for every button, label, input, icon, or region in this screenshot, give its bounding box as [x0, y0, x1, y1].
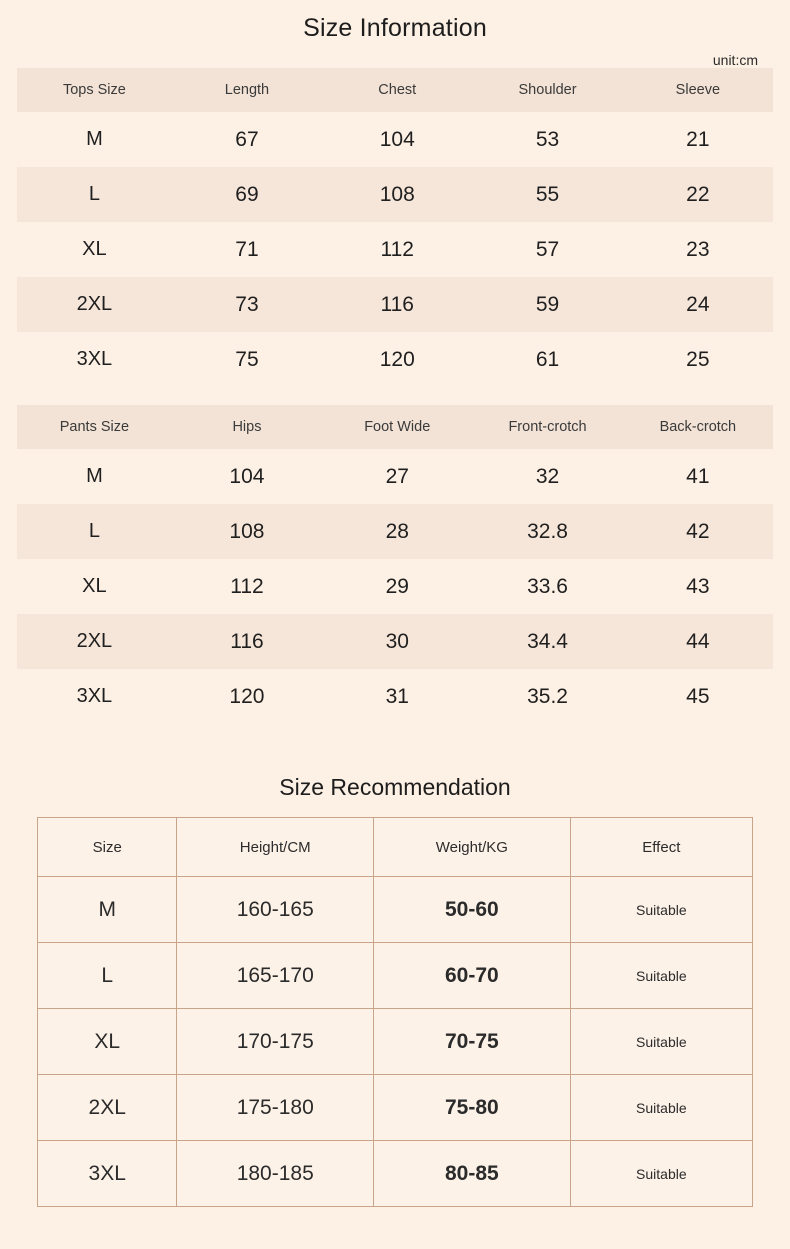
column-header: Height/CM	[177, 818, 374, 877]
cell: 116	[322, 277, 472, 332]
tops-size-table	[17, 68, 773, 387]
table-row	[17, 449, 773, 504]
cell: 2XL	[17, 614, 172, 669]
table-header-row	[38, 818, 753, 877]
column-header: Size	[38, 818, 177, 877]
cell: 165-170	[177, 943, 374, 1009]
cell: 104	[229, 464, 265, 488]
table-row	[17, 559, 773, 614]
cell: 41	[686, 464, 710, 488]
cell: XL	[82, 238, 107, 260]
cell: XL	[38, 1009, 177, 1075]
column-header: Tops Size	[17, 68, 172, 112]
cell: 21	[686, 127, 710, 151]
table-row	[38, 1075, 753, 1141]
cell: 112	[380, 237, 414, 261]
cell: M	[38, 877, 177, 943]
table-row	[17, 112, 773, 167]
cell: 28	[322, 504, 472, 559]
cell: 23	[686, 237, 710, 261]
cell: L	[38, 943, 177, 1009]
table-row	[17, 332, 773, 387]
cell: 108	[172, 504, 322, 559]
cell: 70-75	[374, 1009, 571, 1075]
cell: 112	[230, 574, 264, 598]
table-row	[17, 504, 773, 559]
column-header: Sleeve	[623, 68, 773, 112]
cell: 50-60	[374, 877, 571, 943]
cell: XL	[82, 575, 107, 597]
cell: Suitable	[570, 1141, 752, 1207]
cell: 22	[623, 167, 773, 222]
cell: 2XL	[38, 1075, 177, 1141]
table-row	[38, 943, 753, 1009]
cell: 45	[686, 684, 710, 708]
column-header: Foot Wide	[322, 405, 472, 449]
cell: 55	[472, 167, 622, 222]
column-header: Shoulder	[472, 68, 622, 112]
cell: 3XL	[38, 1141, 177, 1207]
cell: 120	[229, 684, 265, 708]
cell: 35.2	[527, 684, 568, 708]
cell: Suitable	[570, 1009, 752, 1075]
column-header: Back-crotch	[623, 405, 773, 449]
cell: 42	[623, 504, 773, 559]
cell: 31	[385, 684, 409, 708]
cell: 32.8	[472, 504, 622, 559]
column-header: Pants Size	[17, 405, 172, 449]
cell: L	[17, 504, 172, 559]
cell: 59	[472, 277, 622, 332]
recommendation-title: Size Recommendation	[279, 774, 511, 800]
cell: 57	[535, 237, 560, 261]
table-row	[17, 669, 773, 724]
cell: 160-165	[177, 877, 374, 943]
cell: Suitable	[570, 943, 752, 1009]
cell: 73	[172, 277, 322, 332]
cell: 120	[379, 347, 415, 371]
cell: 25	[686, 347, 710, 371]
cell: 30	[322, 614, 472, 669]
cell: 75	[235, 347, 259, 371]
table-row	[17, 614, 773, 669]
table-row	[17, 167, 773, 222]
column-header: Chest	[322, 68, 472, 112]
unit-label: unit:cm	[712, 52, 758, 68]
cell: 60-70	[374, 943, 571, 1009]
pants-size-table	[17, 405, 773, 724]
cell: 67	[235, 127, 259, 151]
table-row	[38, 1009, 753, 1075]
table-spacer	[0, 387, 790, 405]
cell: 104	[379, 127, 415, 151]
cell: 3XL	[76, 685, 113, 707]
column-header: Hips	[172, 405, 322, 449]
cell: 29	[385, 574, 409, 598]
cell: M	[86, 465, 103, 487]
cell: 69	[172, 167, 322, 222]
cell: 3XL	[76, 348, 113, 370]
cell: 180-185	[177, 1141, 374, 1207]
cell: 24	[623, 277, 773, 332]
cell: 32	[535, 464, 560, 488]
column-header: Effect	[570, 818, 752, 877]
column-header: Length	[172, 68, 322, 112]
cell: Suitable	[570, 1075, 752, 1141]
cell: 33.6	[527, 574, 568, 598]
cell: 44	[623, 614, 773, 669]
cell: 2XL	[17, 277, 172, 332]
cell: L	[17, 167, 172, 222]
table-row	[17, 277, 773, 332]
table-row	[38, 877, 753, 943]
column-header: Front-crotch	[472, 405, 622, 449]
cell: 53	[535, 127, 560, 151]
cell: 116	[172, 614, 322, 669]
cell: 61	[535, 347, 560, 371]
cell: M	[86, 128, 103, 150]
cell: 170-175	[177, 1009, 374, 1075]
cell: 43	[686, 574, 710, 598]
cell: 71	[235, 237, 259, 261]
cell: 108	[322, 167, 472, 222]
cell: 27	[385, 464, 409, 488]
cell: 75-80	[374, 1075, 571, 1141]
cell: 80-85	[374, 1141, 571, 1207]
table-header-row	[17, 405, 773, 449]
table-row	[38, 1141, 753, 1207]
table-row	[17, 222, 773, 277]
size-recommendation-table	[37, 817, 753, 1207]
cell: 175-180	[177, 1075, 374, 1141]
column-header: Weight/KG	[374, 818, 571, 877]
cell: 34.4	[472, 614, 622, 669]
table-header-row	[17, 68, 773, 112]
page-title: Size Information	[303, 14, 487, 42]
cell: Suitable	[570, 877, 752, 943]
